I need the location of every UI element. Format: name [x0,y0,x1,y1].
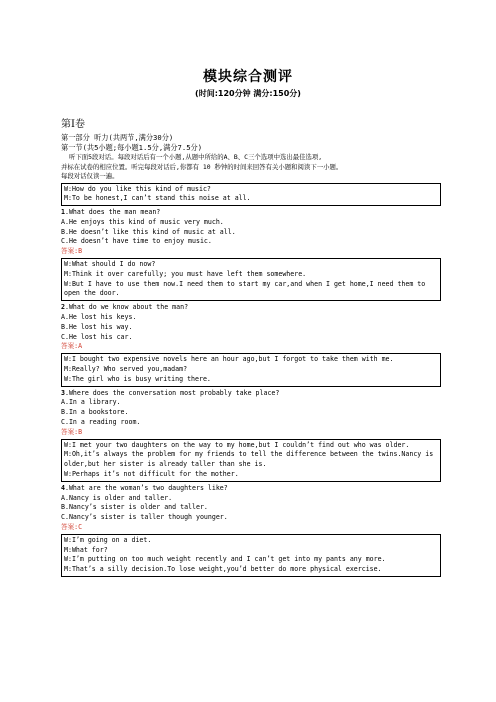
dialog-box [61,353,441,386]
option: B.He lost his way. [61,322,133,331]
instruction-line: 每段对话仅读一遍。 [61,172,119,180]
dialog-box [61,439,441,482]
question [61,484,441,494]
question-number: 3 [61,388,65,397]
dialog-line: M:Oh,it’s always the problem for my friends to tell the difference between the twins.Nancy is older,but her sister is already taller than she is. [64,450,434,469]
question-text: .What does the man mean? [64,208,161,217]
answer: 答案:B [61,427,83,436]
dialog-line: W:I’m putting on too much weight recently and I can’t get into my pants any more. [64,555,386,564]
option: A.He enjoys this kind of music very much. [61,217,224,226]
question-number: 1 [61,208,65,217]
exam-content [61,115,441,579]
dialog-line: M:That’s a silly decision.To lose weight,you’d better do more physical exercise. [64,565,382,574]
volume-heading: 第Ⅰ卷 [61,119,85,130]
option: B.Nancy’s sister is older and taller. [61,503,208,512]
question-number: 2 [61,303,65,312]
option: A.Nancy is older and taller. [61,493,173,502]
question-text: .What are the woman’s two daughters like? [64,483,228,492]
instruction-line: 听下面5段对话。每段对话后有一个小题,从题中所给的A、B、C三个选项中选出最佳选项, [69,153,323,161]
question-number: 4 [61,483,65,492]
option: C.Nancy’s sister is taller though younger. [61,513,228,522]
answer: 答案:A [61,342,83,351]
question-text: .What do we know about the man? [64,303,189,312]
dialog-line: M:Really? Who served you,madam? [64,365,188,374]
question [61,389,441,399]
dialog-line: M:To be honest,I can’t stand this noise at all. [64,194,251,203]
instruction-line: 并标在试卷的相应位置。听完每段对话后,你都有 10 秒钟的时间来回答有关小题和阅读下一小题。 [61,162,343,171]
option: A.In a library. [61,398,121,407]
page-subtitle: (时间:120分钟 满分:150分) [195,89,301,98]
dialog-line: W:The girl who is busy writing there. [64,374,211,383]
dialog-line: W:How do you like this kind of music? [64,184,211,193]
answer: 答案:B [61,247,83,256]
question [61,208,441,218]
answer: 答案:C [61,523,83,531]
dialog-line: W:Perhaps it’s not difficult for the mother. [64,470,239,479]
dialog-line: W:I met your two daughters on the way to my home,but I couldn’t find out who was older. [64,440,410,449]
section-heading: 第一节(共5小题;每小题1.5分,满分7.5分) [61,143,203,152]
question [61,303,441,313]
dialog-line: W:But I have to use them now.I need them to start my car,and when I get home,I need them to open the door. [64,279,426,298]
option: A.He lost his keys. [61,313,137,322]
option: B.He doesn’t like this kind of music at all. [61,227,236,236]
option: C.In a reading room. [61,418,141,427]
option: C.He doesn’t have time to enjoy music. [61,237,212,246]
page-title: 模块综合测评 [203,69,293,85]
option: B.In a bookstore. [61,408,129,417]
option: C.He lost his car. [61,332,133,341]
dialog-box [61,534,441,577]
dialog-line: W:What should I do now? [64,260,156,269]
dialog-line: M:Think it over carefully; you must have left them somewhere. [64,269,307,278]
question-text: .Where does the conversation most probably take place? [64,388,280,397]
dialog-box [61,183,441,207]
dialog-box [61,258,441,301]
dialog-line: W:I bought two expensive novels here an hour ago,but I forgot to take them with me. [64,355,394,364]
part-heading: 第一部分 听力(共两节,满分30分) [61,133,174,142]
dialog-line: M:What for? [64,545,108,554]
dialog-line: W:I’m going on a diet. [64,535,152,544]
